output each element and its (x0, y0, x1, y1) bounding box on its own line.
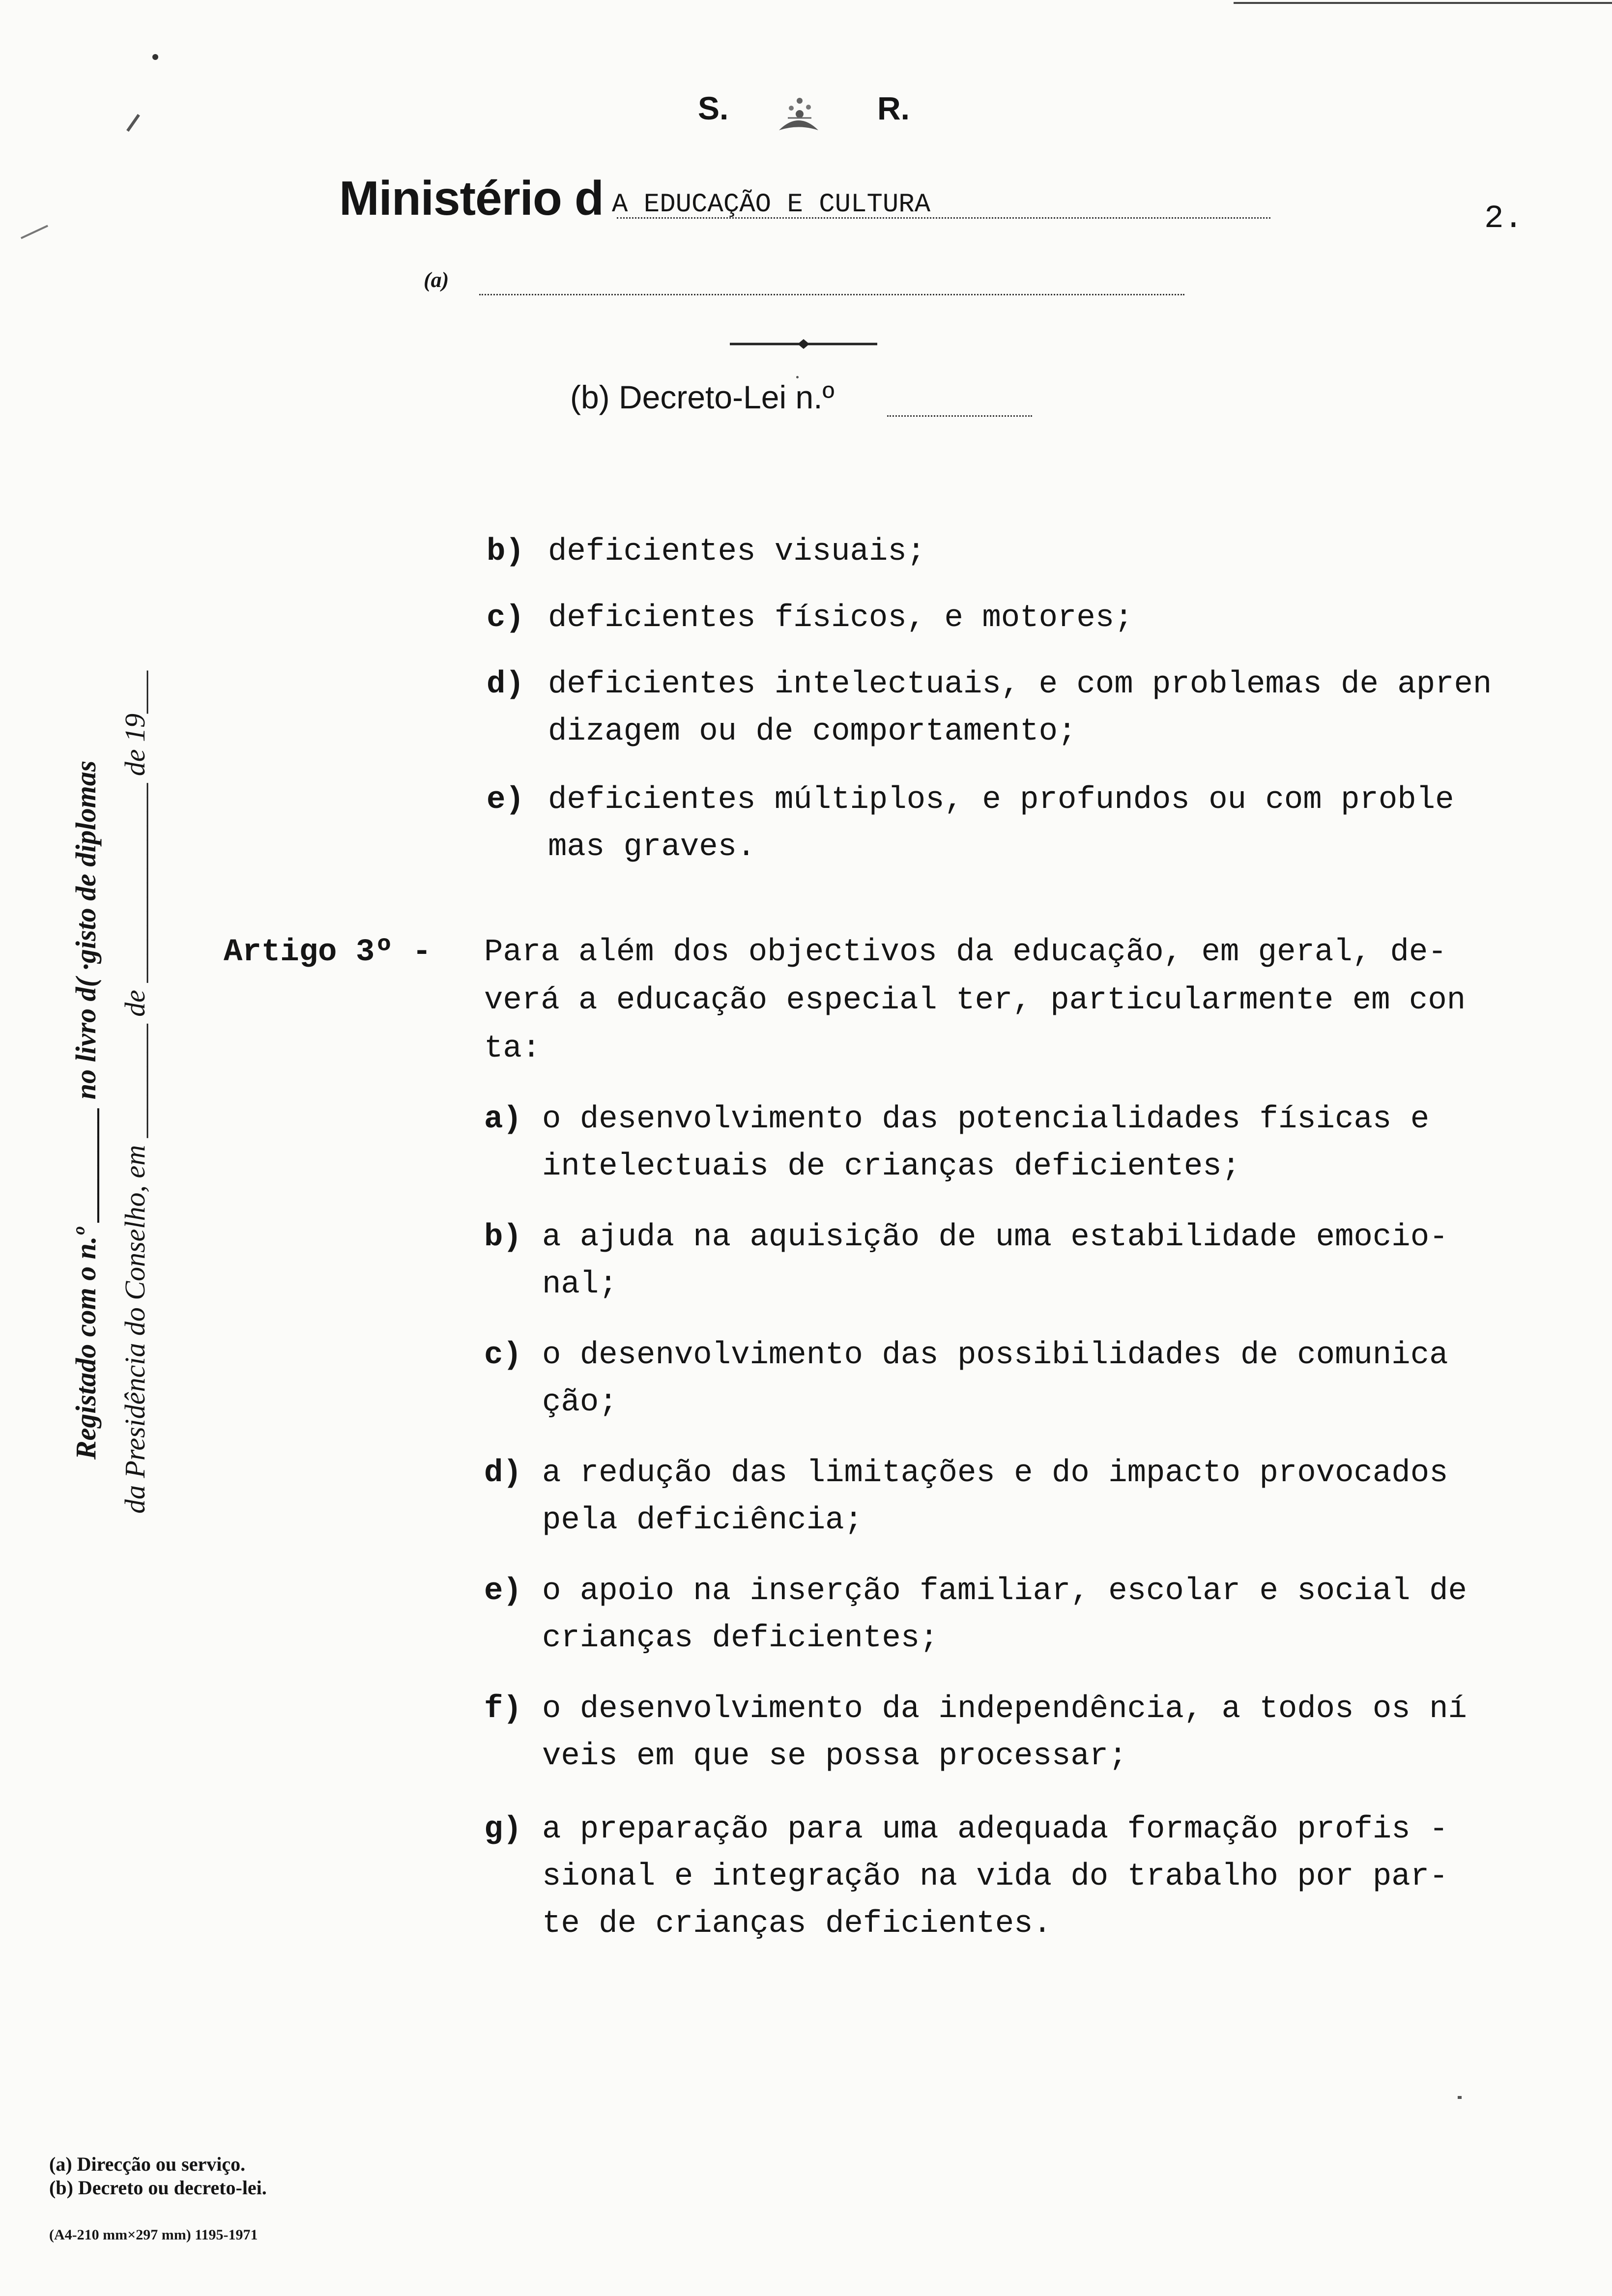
form-code: (A4-210 mm×297 mm) 1195-1971 (49, 2227, 258, 2243)
header-s: S. (698, 90, 729, 126)
article-item-text: sional e integração na vida do trabalho por par- (542, 1859, 1448, 1894)
article-item-text: veis em que se possa processar; (542, 1739, 1127, 1774)
article-item-key: d) (484, 1456, 522, 1491)
article-item-text: a redução das limitações e do impacto provocados (542, 1456, 1448, 1491)
list-text: deficientes múltiplos, e profundos ou com proble (548, 782, 1454, 818)
ministry-prefix: Ministério d (339, 171, 604, 225)
article-item-text: o desenvolvimento da independência, a todos os ní (542, 1692, 1467, 1727)
speck (126, 114, 140, 132)
footnote-a: (a) Direcção ou serviço. (49, 2153, 246, 2175)
footnote-b: (b) Decreto ou decreto-lei. (49, 2177, 267, 2199)
article-item-key: a) (484, 1102, 522, 1137)
article-item-text: te de crianças deficientes. (542, 1906, 1052, 1942)
list-key: b) (487, 534, 524, 570)
article-item-key: c) (484, 1338, 522, 1373)
article-item-key: f) (484, 1692, 522, 1727)
registration-margin-line1 (69, 575, 103, 1460)
ministry-name: A EDUCAÇÃO E CULTURA (612, 190, 931, 220)
field-a-label: (a) (424, 268, 449, 292)
article-item-text: a ajuda na aquisição de uma estabilidade emocio- (542, 1220, 1448, 1255)
article-item-text: a preparação para uma adequada formação profis - (542, 1812, 1448, 1847)
page-number: 2. (1484, 200, 1524, 237)
registration-margin-line2 (118, 580, 152, 1514)
list-text: dizagem ou de comportamento; (548, 714, 1077, 749)
article-item-text: o desenvolvimento das potencialidades físicas e (542, 1102, 1430, 1137)
article-item-key: b) (484, 1220, 522, 1255)
article-item-key: g) (484, 1812, 522, 1847)
list-text: deficientes visuais; (548, 534, 926, 570)
registration-text-1: Registado com o n.º ________ no livro d( ·gisto de diplomas (70, 760, 102, 1460)
registration-text-2: da Presidência do Conselho, em ________ de ______________ de 19___ (119, 670, 151, 1514)
list-key: e) (487, 782, 524, 818)
article-item-text: o desenvolvimento das possibilidades de comunica (542, 1338, 1448, 1373)
article-label: Artigo 3º - (224, 935, 432, 970)
article-item-key: e) (484, 1574, 522, 1609)
article-text-line2: verá a educação especial ter, particularmente em con (484, 983, 1466, 1018)
field-a-dotted-line (479, 294, 1184, 295)
speck (1458, 2096, 1462, 2099)
decree-label: (b) Decreto-Lei n.º (570, 379, 835, 415)
speck (21, 225, 48, 239)
list-key: d) (487, 667, 524, 702)
list-text: mas graves. (548, 830, 756, 865)
list-key: c) (487, 601, 524, 636)
article-item-text: ção; (542, 1385, 618, 1420)
header-r: R. (877, 90, 910, 126)
speck (152, 54, 158, 60)
article-item-text: o apoio na inserção familiar, escolar e social de (542, 1574, 1467, 1609)
diamond-divider (730, 337, 877, 351)
list-text: deficientes intelectuais, e com problemas de apren (548, 667, 1492, 702)
article-text-line1: Para além dos objectivos da educação, em geral, de- (484, 935, 1447, 970)
article-item-text: nal; (542, 1267, 618, 1302)
article-item-text: crianças deficientes; (542, 1621, 939, 1656)
top-rule (1234, 2, 1612, 4)
coat-of-arms-emblem (769, 84, 828, 143)
list-text: deficientes físicos, e motores; (548, 601, 1133, 636)
article-text-line3: ta: (484, 1031, 541, 1066)
article-item-text: pela deficiência; (542, 1503, 863, 1538)
decree-dotted-line (887, 415, 1032, 417)
article-item-text: intelectuais de crianças deficientes; (542, 1149, 1241, 1184)
ministry-dotted-line (617, 217, 1270, 219)
